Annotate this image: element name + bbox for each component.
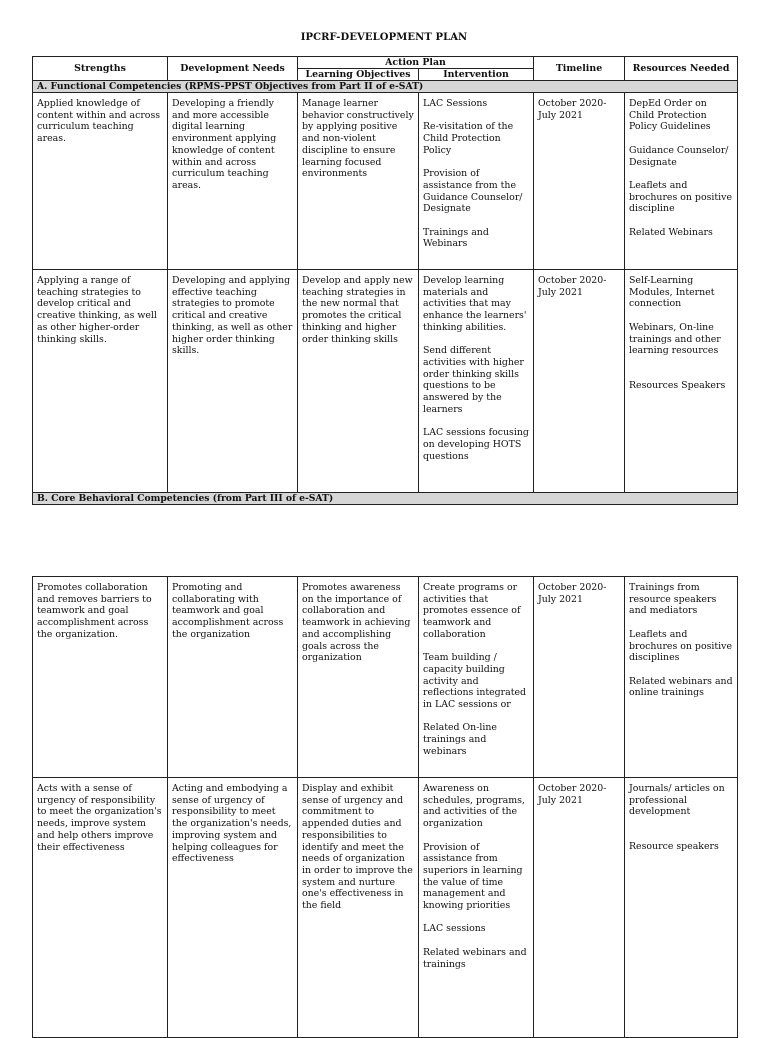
intervention-item: Trainings and Webinars — [423, 226, 489, 250]
resource-item: Journals/ articles on professional development — [629, 783, 725, 818]
section-b-label: B. Core Behavioral Competencies (from Part III of e-SAT) — [33, 493, 738, 505]
objective-cell — [298, 270, 419, 493]
resource-item: Webinars, On-line trainings and other learning resources — [629, 321, 721, 357]
timeline-text: October 2020-July 2021 — [538, 582, 607, 605]
need-text: Promoting and collaborating with teamwork and goal accomplishment across the organization — [172, 582, 284, 640]
header-intervention: Intervention — [419, 69, 534, 81]
intervention-item: LAC sessions focusing on developing HOTS questions — [423, 427, 529, 462]
objective-text: Promotes awareness on the importance of collaboration and teamwork in achieving and accomplishing goals across the organization — [302, 582, 411, 664]
need-text: Acting and embodying a sense of urgency of responsibility to meet the organization's needs, improving system and helping colleagues for effectiveness — [172, 783, 292, 865]
timeline-text: October 2020-July 2021 — [538, 98, 607, 121]
need-cell — [168, 270, 298, 493]
intervention-cell — [419, 270, 534, 493]
timeline-cell — [534, 577, 625, 778]
intervention-cell — [419, 93, 534, 270]
intervention-item: Related webinars and trainings — [423, 946, 527, 970]
timeline-text: October 2020-July 2021 — [538, 275, 607, 298]
resource-item: Resource speakers — [629, 841, 719, 853]
objective-cell — [298, 577, 419, 778]
intervention-item: Provision of assistance from superiors in learning the value of time management and knowing priorities — [423, 841, 523, 912]
table-row — [33, 778, 738, 1038]
table-row — [33, 577, 738, 778]
section-a-label: A. Functional Competencies (RPMS-PPST Objectives from Part II of e-SAT) — [33, 81, 738, 93]
need-cell — [168, 778, 298, 1038]
objective-cell — [298, 93, 419, 270]
resources-cell — [625, 270, 738, 493]
timeline-cell — [534, 270, 625, 493]
intervention-item: Provision of assistance from the Guidance Counselor/ Designate — [423, 168, 523, 215]
table-row — [33, 270, 738, 493]
development-plan-table-continued — [32, 576, 738, 1038]
strength-cell — [33, 778, 168, 1038]
resource-item: Self-Learning Modules, Internet connection — [629, 275, 715, 310]
resource-item: DepEd Order on Child Protection Policy Guidelines — [629, 98, 711, 133]
resource-item: Trainings from resource speakers and mediators — [629, 582, 717, 617]
resource-item: Resources Speakers — [629, 379, 726, 391]
header-strengths: Strengths — [33, 57, 168, 81]
strength-text: Applied knowledge of content within and across curriculum teaching areas. — [37, 98, 161, 145]
table-row — [33, 93, 738, 270]
intervention-item: LAC Sessions — [423, 98, 488, 109]
strength-text: Applying a range of teaching strategies to develop critical and creative thinking, as well as other higher-order thinking skills. — [37, 275, 157, 345]
strength-text: Promotes collaboration and removes barriers to teamwork and goal accomplishment across the organization. — [37, 582, 152, 640]
resource-item: Leaflets and brochures on positive disciplines — [629, 628, 733, 664]
header-resources-needed: Resources Needed — [625, 57, 738, 81]
intervention-item: Awareness on schedules, programs, and activities of the organization — [423, 783, 525, 830]
resource-item: Guidance Counselor/ Designate — [629, 144, 729, 168]
intervention-cell — [419, 577, 534, 778]
intervention-item: Send different activities with higher order thinking skills questions to be answered by the learners — [423, 345, 524, 415]
timeline-cell — [534, 778, 625, 1038]
resource-item: Leaflets and brochures on positive discipline — [629, 179, 733, 215]
page-title: IPCRF-DEVELOPMENT PLAN — [300, 32, 468, 43]
timeline-cell — [534, 93, 625, 270]
header-development-needs: Development Needs — [168, 57, 298, 81]
resources-cell — [625, 93, 738, 270]
objective-text: Display and exhibit sense of urgency and commitment to appended duties and responsibilities to identify and meet the needs of organization in order to improve the system and nurture one's effectiveness in the field — [302, 783, 413, 912]
intervention-item: Develop learning materials and activities that may enhance the learners' thinking abilities. — [423, 275, 527, 333]
strength-cell — [33, 270, 168, 493]
intervention-item: LAC sessions — [423, 923, 486, 935]
need-text: Developing a friendly and more accessible digital learning environment applying knowledge of content within and across curriculum teaching areas. — [172, 98, 277, 191]
need-cell — [168, 577, 298, 778]
objective-cell — [298, 778, 419, 1038]
resource-item: Related webinars and online trainings — [629, 675, 733, 699]
intervention-item: Related On-line trainings and webinars — [423, 722, 497, 757]
intervention-cell — [419, 778, 534, 1038]
header-learning-objectives: Learning Objectives — [298, 69, 419, 81]
objective-text: Manage learner behavior constructively by applying positive and non-violent discipline to ensure learning focused environments — [302, 98, 414, 180]
resource-item: Related Webinars — [629, 226, 713, 238]
intervention-item: Re-visitation of the Child Protection Policy — [423, 121, 514, 156]
intervention-item: Team building / capacity building activity and reflections integrated in LAC sessions or — [423, 652, 527, 711]
timeline-text: October 2020-July 2021 — [538, 783, 607, 806]
strength-text: Acts with a sense of urgency of responsibility to meet the organization's needs, improve system and help others improve their effectiveness — [37, 783, 162, 853]
development-plan-table — [32, 56, 738, 505]
header-action-plan: Action Plan — [298, 57, 534, 69]
strength-cell — [33, 577, 168, 778]
header-timeline: Timeline — [534, 57, 625, 81]
strength-cell — [33, 93, 168, 270]
need-cell — [168, 93, 298, 270]
intervention-item: Create programs or activities that promotes essence of teamwork and collaboration — [423, 582, 521, 640]
resources-cell — [625, 778, 738, 1038]
objective-text: Develop and apply new teaching strategies in the new normal that promotes the critical thinking and higher order thinking skills — [302, 275, 413, 345]
resources-cell — [625, 577, 738, 778]
need-text: Developing and applying effective teaching strategies to promote critical and creative thinking, as well as other higher order thinking skills. — [172, 275, 293, 357]
